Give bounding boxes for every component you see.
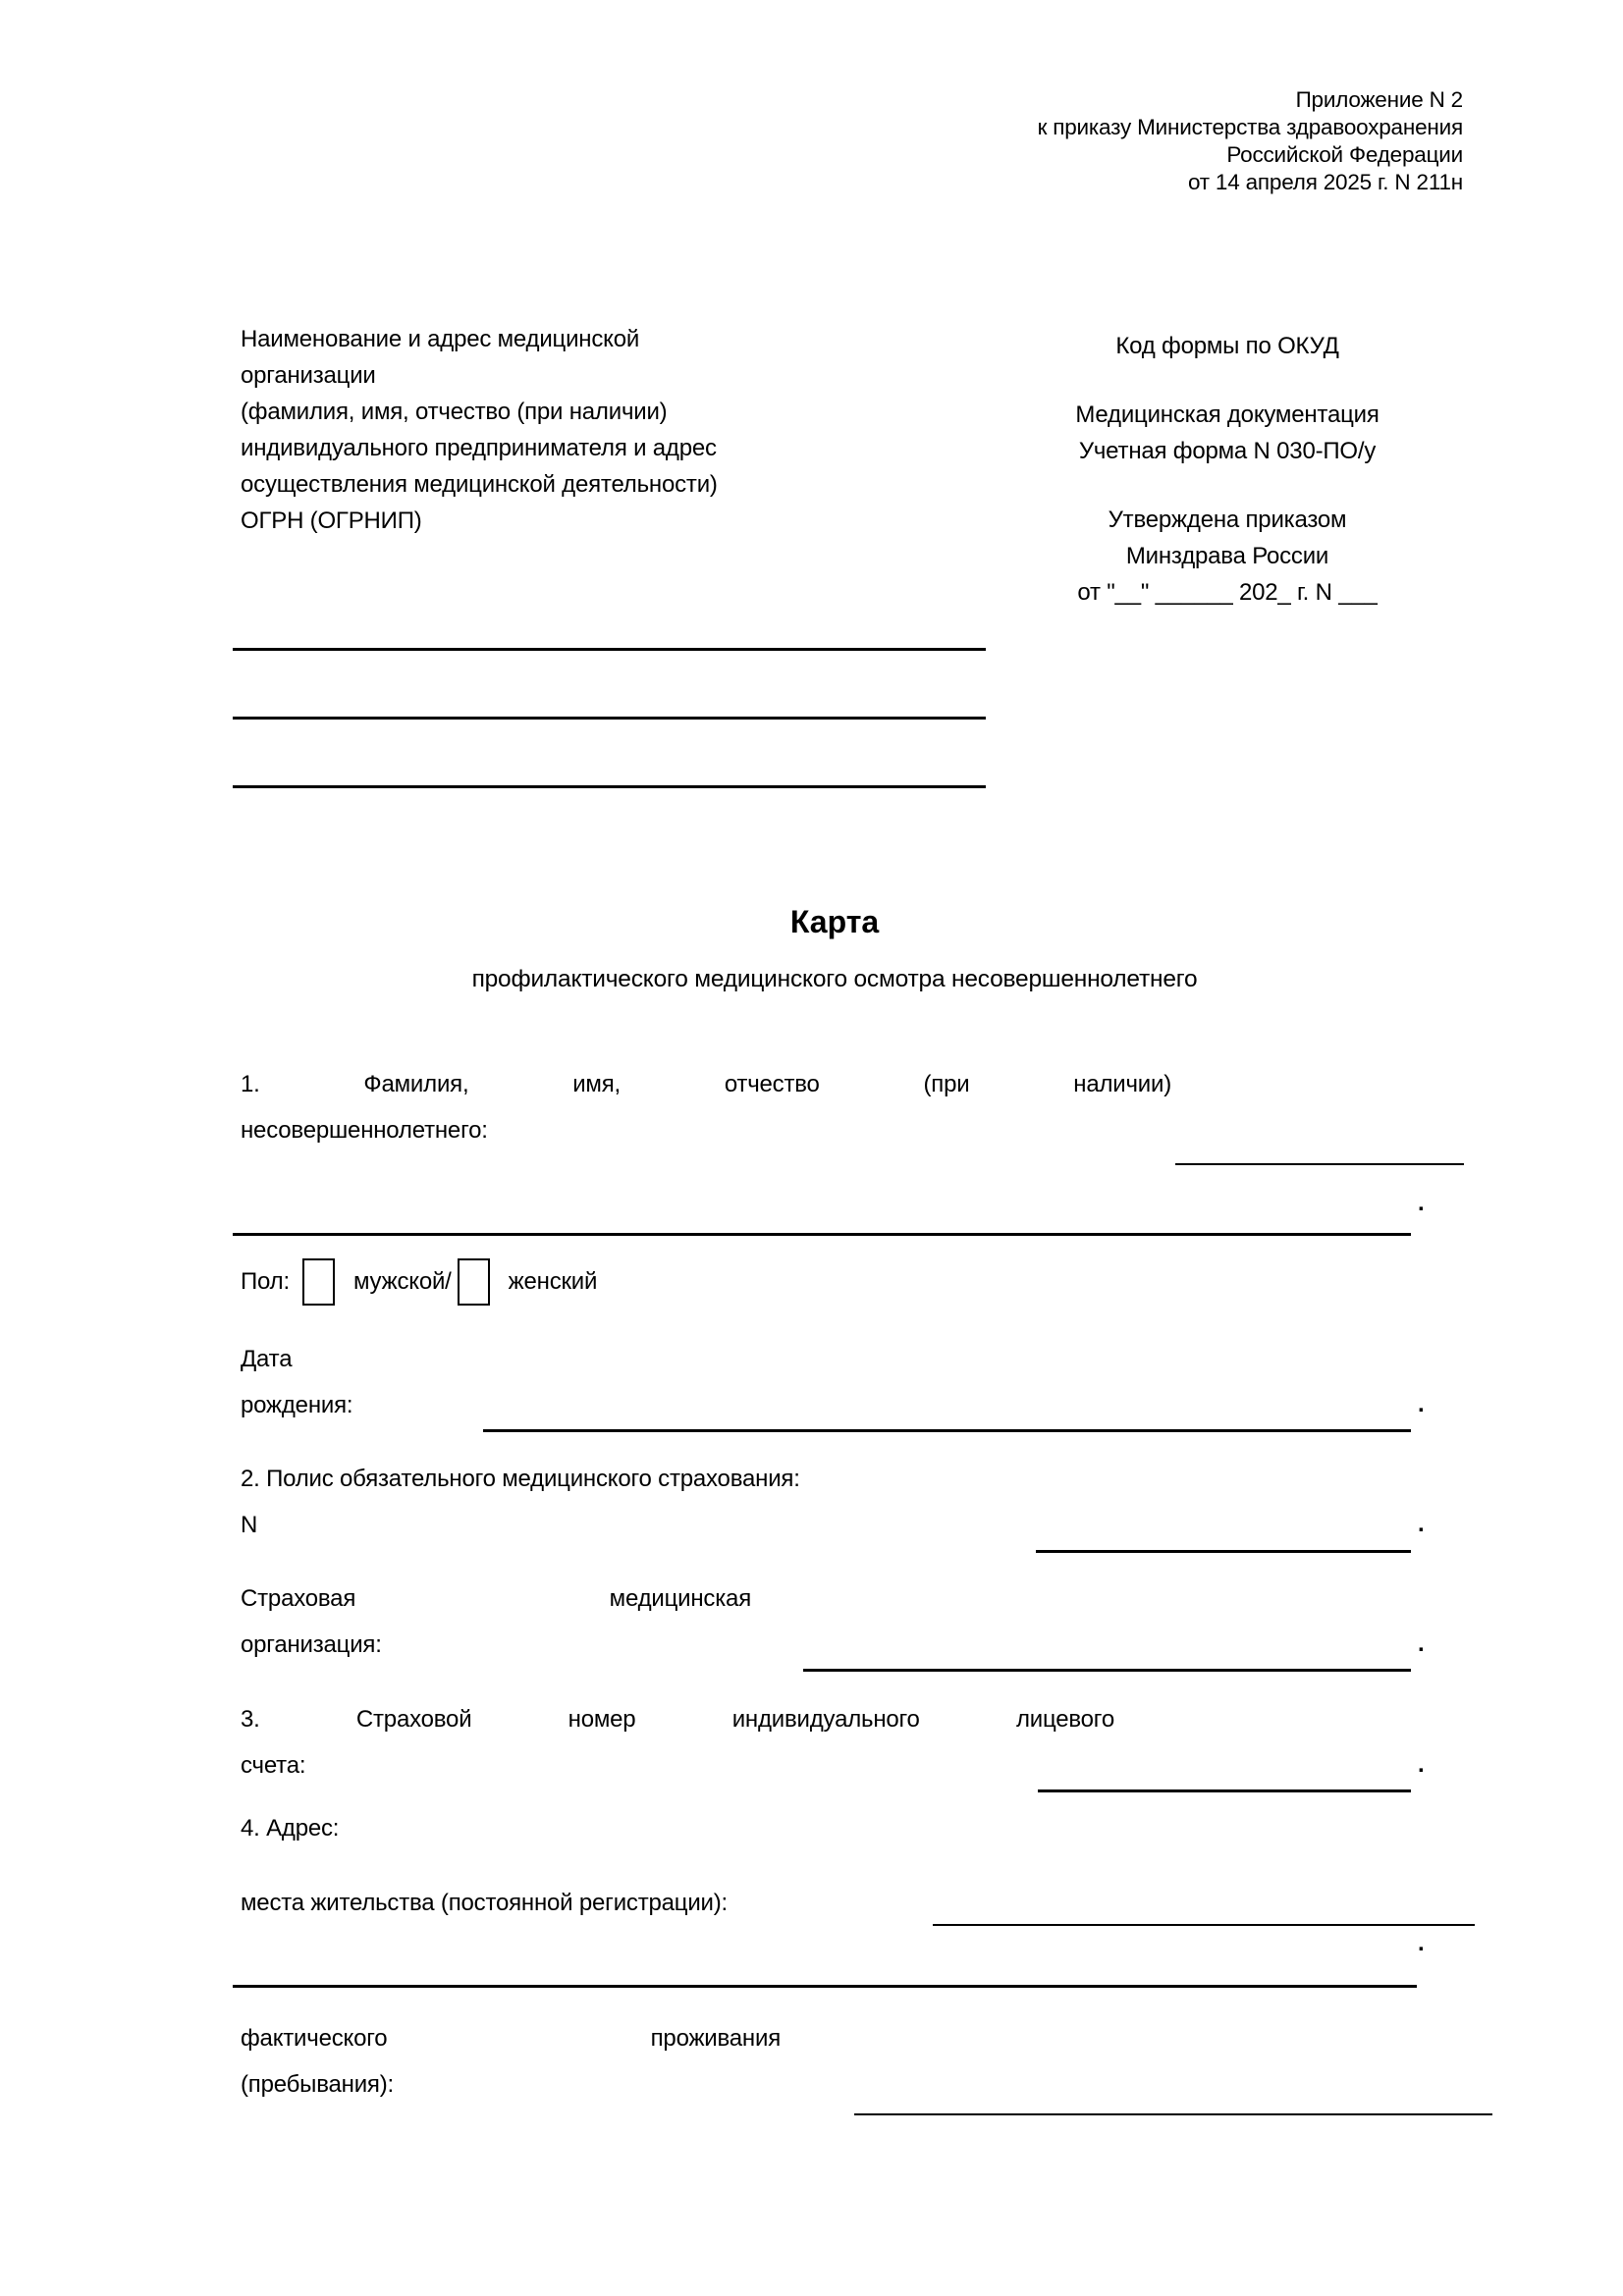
doc-subtitle: профилактического медицинского осмотра несовершеннолетнего [471,966,1198,992]
org-write-in-line-3[interactable] [233,785,986,788]
address-actual-label: фактического проживания [241,2025,781,2052]
med-doc-line: Учетная форма N 030-ПО/у [1078,438,1377,464]
appendix-note-line: к приказу Министерства здравоохранения [1037,115,1463,139]
fio-input-line-2[interactable] [233,1233,1411,1236]
sex-male-checkbox[interactable] [302,1258,335,1306]
residence-input-line-1[interactable] [933,1924,1475,1926]
form-code-block [987,328,1468,611]
fio-input-line-1[interactable] [1175,1163,1464,1165]
approval-line: от "__" ______ 202_ г. N ___ [1077,579,1378,606]
approval-line: Утверждена приказом [1108,507,1347,533]
okud-label: Код формы по ОКУД [1115,333,1339,359]
sex-female-checkbox[interactable] [458,1258,490,1306]
address-label: 4. Адрес: [241,1815,340,1842]
org-write-in-line-1[interactable] [233,648,986,651]
dob-input-line[interactable] [483,1429,1411,1432]
sex-female-label: женский [508,1268,598,1295]
org-address-line: Наименование и адрес медицинской [241,326,640,352]
period-mark: . [1418,1391,1425,1417]
fio-label-continued: несовершеннолетнего: [241,1117,488,1144]
dob-label-continued: рождения: [241,1392,353,1418]
med-doc-line: Медицинская документация [1075,401,1380,428]
org-address-line: осуществления медицинской деятельности) [241,471,718,498]
org-address-label [241,321,918,539]
sex-male-label: мужской/ [352,1268,452,1295]
approval-note [987,502,1468,611]
fio-label: 1. Фамилия, имя, отчество (при наличии) [241,1071,1171,1097]
snils-input-line[interactable] [1038,1789,1411,1792]
address-residence-label: места жительства (постоянной регистрации): [241,1890,729,1916]
period-mark: . [1418,1630,1425,1657]
appendix-note-line: Приложение N 2 [1295,87,1463,112]
snils-label: 3. Страховой номер индивидуального лицевого [241,1706,1114,1733]
residence-input-line-2[interactable] [233,1985,1417,1988]
period-mark: . [1418,1751,1425,1778]
insurer-label-continued: организация: [241,1631,382,1658]
policy-number-label: N [241,1512,258,1538]
sex-label: Пол: [241,1268,290,1295]
dob-label: Дата [241,1346,293,1372]
policy-input-line[interactable] [1036,1550,1411,1553]
approval-line: Минздрава России [1125,543,1329,569]
policy-label: 2. Полис обязательного медицинского страхования: [241,1466,800,1492]
sex-field [241,1257,603,1307]
org-address-line: (фамилия, имя, отчество (при наличии) [241,399,668,425]
org-address-line: организации [241,362,376,389]
org-address-line: ОГРН (ОГРНИП) [241,507,422,534]
insurer-input-line[interactable] [803,1669,1411,1672]
snils-label-continued: счета: [241,1752,306,1779]
appendix-note-line: Российской Федерации [1226,142,1463,167]
period-mark: . [1418,1930,1425,1956]
med-doc-note [987,397,1468,469]
period-mark: . [1418,1511,1425,1537]
period-mark: . [1418,1190,1425,1216]
doc-title: Карта [789,904,880,939]
insurer-label: Страховая медицинская [241,1585,751,1612]
appendix-note [1038,86,1463,196]
org-write-in-line-2[interactable] [233,717,986,720]
appendix-note-line: от 14 апреля 2025 г. N 211н [1187,170,1463,194]
address-actual-label-continued: (пребывания): [241,2071,394,2098]
org-address-line: индивидуального предпринимателя и адрес [241,435,717,461]
actual-address-input-line[interactable] [854,2113,1492,2115]
